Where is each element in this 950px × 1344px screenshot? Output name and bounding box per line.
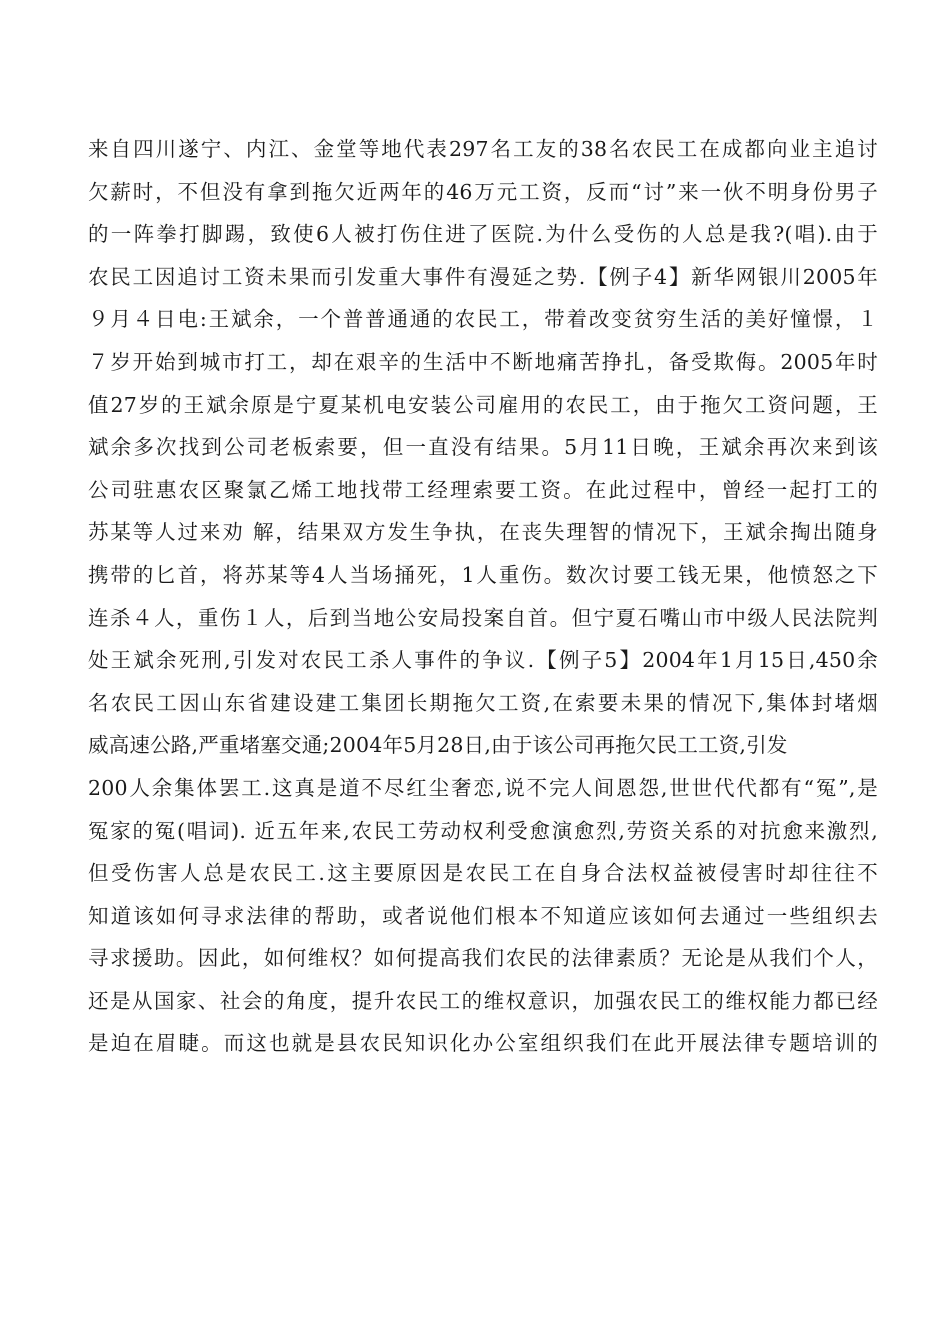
text-line: 知道该如何寻求法律的帮助，或者说他们根本不知道应该如何去通过一些组织去 bbox=[88, 903, 878, 928]
text-line: 斌余多次找到公司老板索要，但一直没有结果。5月11日晚，王斌余再次来到该 bbox=[88, 435, 878, 460]
text-line: 农民工因追讨工资未果而引发重大事件有漫延之势.【例子4】新华网银川2005年 bbox=[88, 264, 878, 289]
text-line: 连杀４人，重伤１人，后到当地公安局投案自首。但宁夏石嘴山市中级人民法院判 bbox=[88, 605, 878, 630]
text-line: 冤家的冤(唱词). 近五年来,农民工劳动权利受愈演愈烈,劳资关系的对抗愈来激烈, bbox=[88, 818, 878, 843]
text-line: 还是从国家、社会的角度，提升农民工的维权意识，加强农民工的维权能力都已经 bbox=[88, 988, 878, 1013]
text-line: ９月４日电:王斌余，一个普普通通的农民工，带着改变贫穷生活的美好憧憬，１ bbox=[88, 307, 878, 332]
text-line: 来自四川遂宁、内江、金堂等地代表297名工友的38名农民工在成都向业主追讨 bbox=[88, 137, 878, 161]
text-line: 但受伤害人总是农民工.这主要原因是农民工在自身合法权益被侵害时却往往不 bbox=[88, 861, 878, 886]
text-line: 值27岁的王斌余原是宁夏某机电安装公司雇用的农民工，由于拖欠工资问题，王 bbox=[88, 392, 878, 417]
body-text bbox=[88, 128, 878, 1065]
text-line: 处王斌余死刑,引发对农民工杀人事件的争议.【例子5】2004年1月15日,450余 bbox=[88, 648, 878, 673]
text-line: 寻求援助。因此，如何维权？如何提高我们农民的法律素质？无论是从我们个人， bbox=[88, 946, 878, 971]
text-line: 是迫在眉睫。而这也就是县农民知识化办公室组织我们在此开展法律专题培训的 bbox=[88, 1031, 878, 1056]
text-line: 苏某等人过来劝 解，结果双方发生争执，在丧失理智的情况下，王斌余掏出随身 bbox=[88, 520, 878, 545]
text-line: ７岁开始到城市打工，却在艰辛的生活中不断地痛苦挣扎，备受欺侮。2005年时 bbox=[88, 349, 878, 374]
text-line: 携带的匕首，将苏某等4人当场捅死，1人重伤。数次讨要工钱无果，他愤怒之下 bbox=[88, 562, 878, 587]
text-line: 200人余集体罢工.这真是道不尽红尘奢恋,说不完人间恩怨,世世代代都有“冤”,是 bbox=[88, 775, 878, 800]
text-line: 的一阵拳打脚踢，致使6人被打伤住进了医院.为什么受伤的人总是我?(唱).由于 bbox=[88, 222, 878, 247]
text-line: 公司驻惠农区聚氯乙烯工地找带工经理索要工资。在此过程中，曾经一起打工的 bbox=[88, 477, 878, 502]
text-line: 威高速公路,严重堵塞交通;2004年5月28日,由于该公司再拖欠民工工资,引发 bbox=[88, 733, 788, 758]
text-line: 欠薪时，不但没有拿到拖欠近两年的46万元工资，反而“讨”来一伙不明身份男子 bbox=[88, 179, 878, 204]
text-line: 名农民工因山东省建设建工集团长期拖欠工资,在索要未果的情况下,集体封堵烟 bbox=[88, 690, 878, 715]
